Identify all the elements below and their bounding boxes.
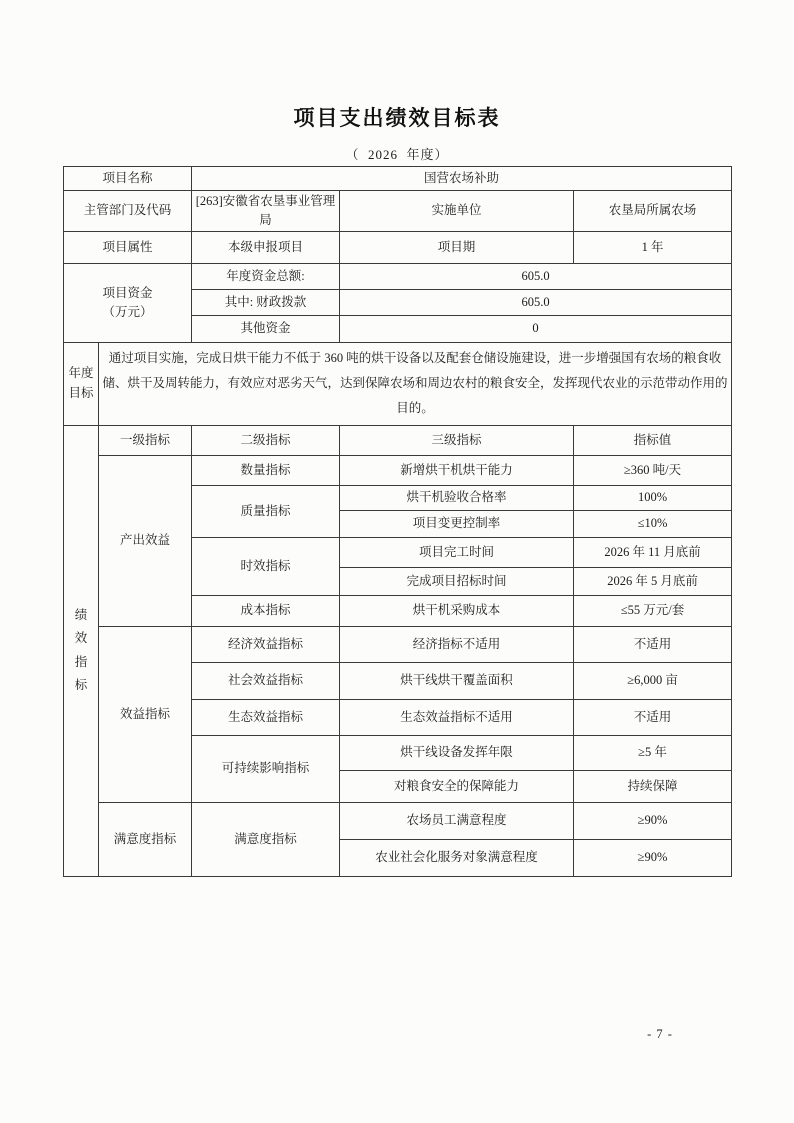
level3-cell: 完成项目招标时间	[340, 567, 574, 595]
impl-unit-value: 农垦局所属农场	[574, 191, 732, 232]
indicator-value-cell: ≥5 年	[574, 735, 732, 770]
indicator-value-cell: 持续保障	[574, 770, 732, 802]
level3-cell: 农场员工满意程度	[340, 802, 574, 839]
header-value: 指标值	[574, 425, 732, 455]
level2-cell: 时效指标	[192, 537, 340, 595]
level2-cell: 数量指标	[192, 455, 340, 485]
annual-goal-text: 通过项目实施，完成日烘干能力不低于 360 吨的烘干设备以及配套仓储设施建设，进一步增强国有农场的粮食收储、烘干及周转能力，有效应对恶劣天气，达到保障农场和周边农村的粮食安全，发挥现代农业的示范带动作用的目的。	[99, 342, 732, 425]
level1-group-benefit: 效益指标	[99, 626, 192, 802]
row-annual-goal	[64, 342, 732, 425]
level3-cell: 烘干线设备发挥年限	[340, 735, 574, 770]
level3-cell: 经济指标不适用	[340, 626, 574, 662]
row-project-name	[64, 167, 732, 191]
year-subtitle: （ 2026 年度）	[345, 147, 449, 162]
indicator-row	[64, 455, 732, 485]
indicator-value-cell: ≤10%	[574, 510, 732, 537]
row-project-attr	[64, 231, 732, 263]
performance-indicators-side-label	[64, 425, 99, 876]
performance-target-table	[63, 166, 732, 877]
project-period-label: 项目期	[340, 231, 574, 263]
header-level2: 二级指标	[192, 425, 340, 455]
funding-row-label: 其他资金	[192, 315, 340, 342]
project-attr-value: 本级申报项目	[192, 231, 340, 263]
funding-row-value: 605.0	[340, 289, 732, 315]
level3-cell: 对粮食安全的保障能力	[340, 770, 574, 802]
funding-row-value: 605.0	[340, 263, 732, 289]
level3-cell: 生态效益指标不适用	[340, 699, 574, 735]
level3-cell: 烘干机验收合格率	[340, 485, 574, 510]
page-number: - 7 -	[647, 1027, 673, 1041]
level2-cell: 生态效益指标	[192, 699, 340, 735]
row-indicator-header	[64, 425, 732, 455]
indicator-value-cell: ≥6,000 亩	[574, 662, 732, 699]
level3-cell: 烘干机采购成本	[340, 595, 574, 626]
indicator-value-cell: ≥90%	[574, 839, 732, 876]
header-level1: 一级指标	[99, 425, 192, 455]
dept-code-value: [263]安徽省农垦事业管理局	[192, 191, 340, 232]
header-level3: 三级指标	[340, 425, 574, 455]
page-title: 项目支出绩效目标表	[293, 106, 501, 130]
project-period-value: 1 年	[574, 231, 732, 263]
indicator-value-cell: 100%	[574, 485, 732, 510]
row-funding-total	[64, 263, 732, 289]
level1-group-output: 产出效益	[99, 455, 192, 626]
indicator-value-cell: 不适用	[574, 699, 732, 735]
indicator-row	[64, 802, 732, 839]
level3-cell: 新增烘干机烘干能力	[340, 455, 574, 485]
indicator-value-cell: ≥360 吨/天	[574, 455, 732, 485]
indicator-value-cell: 不适用	[574, 626, 732, 662]
funding-label-line2: （万元）	[102, 304, 153, 319]
level3-cell: 项目变更控制率	[340, 510, 574, 537]
level3-cell: 项目完工时间	[340, 537, 574, 567]
annual-goal-label: 年度目标	[64, 342, 99, 425]
project-name-label: 项目名称	[64, 167, 192, 191]
project-name-value: 国营农场补助	[192, 167, 732, 191]
funding-row-value: 0	[340, 315, 732, 342]
row-dept-code	[64, 191, 732, 232]
level2-cell: 可持续影响指标	[192, 735, 340, 802]
level2-cell: 社会效益指标	[192, 662, 340, 699]
level2-cell: 质量指标	[192, 485, 340, 537]
indicator-row	[64, 626, 732, 662]
level3-cell: 烘干线烘干覆盖面积	[340, 662, 574, 699]
level2-cell: 经济效益指标	[192, 626, 340, 662]
indicator-value-cell: ≤55 万元/套	[574, 595, 732, 626]
project-attr-label: 项目属性	[64, 231, 192, 263]
funding-label	[64, 263, 192, 342]
indicator-value-cell: 2026 年 5 月底前	[574, 567, 732, 595]
level1-group-satisfaction: 满意度指标	[99, 802, 192, 876]
vertical-label-text: 绩效指标	[74, 608, 88, 692]
level3-cell: 农业社会化服务对象满意程度	[340, 839, 574, 876]
funding-row-label: 其中: 财政拨款	[192, 289, 340, 315]
dept-code-label: 主管部门及代码	[64, 191, 192, 232]
impl-unit-label: 实施单位	[340, 191, 574, 232]
indicator-value-cell: 2026 年 11 月底前	[574, 537, 732, 567]
funding-row-label: 年度资金总额:	[192, 263, 340, 289]
indicator-value-cell: ≥90%	[574, 802, 732, 839]
level2-cell: 成本指标	[192, 595, 340, 626]
level2-cell: 满意度指标	[192, 802, 340, 876]
funding-label-line1: 项目资金	[102, 285, 153, 300]
